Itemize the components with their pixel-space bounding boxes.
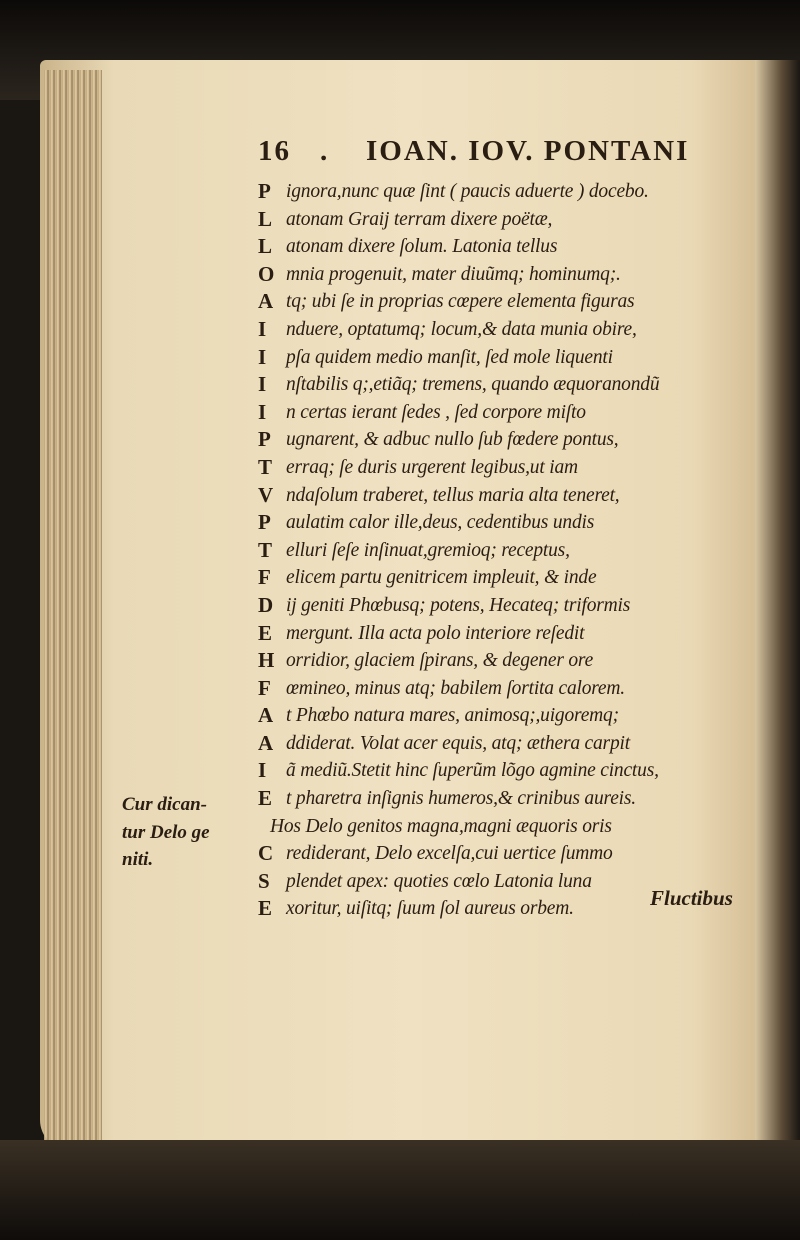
verse-initial: L [258,234,273,259]
verse-initial: E [258,786,273,811]
verse-initial: S [258,868,270,893]
verse-line [258,813,748,841]
verse-text: aulatim calor ille,deus, cedentibus undis [286,512,595,534]
margin-note [122,791,252,874]
verse-text: t pharetra inſignis humeros,& crinibus aureis. [286,788,636,810]
verse-line [258,702,748,730]
verse-line [258,426,748,454]
catchword: Fluctibus [650,886,733,910]
verse-initial: E [258,620,273,645]
verse-text: xoritur, uiſitq; ſuum ſol aureus orbem. [286,898,574,920]
verse-initial: L [258,206,273,231]
margin-note-line: niti. [122,849,154,871]
verse-initial: P [258,510,271,535]
verse-line [258,288,748,316]
verse-initial: C [258,841,274,866]
verse-text: erraq; ſe duris urgerent legibus,ut iam [286,456,578,478]
verse-line [258,509,748,537]
page-number: 16 [258,135,291,167]
verse-initial: I [258,372,267,397]
verse-initial: A [258,289,274,314]
verse-line [258,564,748,592]
verse-line [258,454,748,482]
verse-text: orridior, glaciem ſpirans, & degener ore [286,650,594,672]
verse-line [258,840,748,868]
verse-text: œmineo, minus atq; babilem ſortita calorem. [286,677,625,699]
verse-text: ndaſolum traberet, tellus maria alta teneret, [286,484,620,506]
verse-initial: I [258,758,267,783]
verse-line [258,592,748,620]
verse-initial: O [258,261,275,286]
verse-line [258,482,748,510]
verse-line [258,233,748,261]
verse-text: ignora,nunc quæ ſint ( paucis aduerte ) docebo. [286,181,649,202]
verse-initial: A [258,703,274,728]
verse-initial: I [258,399,267,424]
verse-initial: E [258,896,273,921]
verse-line [258,178,748,206]
verse-initial: F [258,565,271,590]
verse-line [258,344,748,372]
verse-line [258,537,748,565]
verse-text: Hos Delo genitos magna,magni æquoris oris [270,815,612,837]
verse-text: rediderant, Delo excelſa,cui uertice ſummo [286,843,613,865]
verse-text: elluri ſeſe inſinuat,gremioq; receptus, [286,539,570,561]
verse-text: ddiderat. Volat acer equis, atq; æthera carpit [286,732,630,754]
verse-text: nduere, optatumq; locum,& data munia obire, [286,318,637,340]
verse-text: elicem partu genitricem impleuit, & inde [286,567,597,589]
verse-line [258,620,748,648]
verse-line [258,261,748,289]
verse-line [258,730,748,758]
header-separator: . [320,135,330,167]
scan-background-bottom [0,1140,800,1240]
verse-text: n certas ierant ſedes , ſed corpore miſto [286,401,586,423]
verse-initial: D [258,592,274,617]
verse-text: mergunt. Illa acta polo interiore reſedit [286,622,585,644]
verse-text: mnia progenuit, mater diuũmq; hominumq;. [286,263,621,285]
verse-text: ij geniti Phœbusq; potens, Hecateq; triformis [286,594,631,616]
verse-text: ugnarent, & adbuc nullo ſub fœdere pontus, [286,429,619,451]
verse-initial: I [258,316,267,341]
verse-line [258,371,748,399]
verse-initial: A [258,730,274,755]
verse-line [258,399,748,427]
verse-line [258,675,748,703]
running-header [258,135,738,175]
verse-initial: P [258,427,271,452]
verse-text: nſtabilis q;,etiãq; tremens, quando æquoranondũ [286,374,660,396]
verse-text: plendet apex: quoties cœlo Latonia luna [286,870,592,892]
verse-initial: I [258,344,267,369]
verse-initial: P [258,179,271,203]
verse-line [258,757,748,785]
verse-text: pſa quidem medio manſit, ſed mole liquenti [286,346,613,368]
verse-text: ã mediũ.Stetit hinc ſuperũm lõgo agmine cinctus, [286,760,659,782]
verse-line [258,316,748,344]
verse-initial: F [258,675,271,700]
page-gutter [755,60,800,1160]
verse-text: atonam dixere ſolum. Latonia tellus [286,236,558,258]
verse-block [258,178,748,923]
verse-text: atonam Graij terram dixere poëtæ, [286,208,553,230]
verse-initial: V [258,482,274,507]
verse-text: t Phœbo natura mares, animosq;,uigoremq; [286,705,619,727]
margin-note-line: Cur dican- [122,794,207,815]
verse-line [258,785,748,813]
verse-initial: T [258,454,273,479]
page-edges [44,70,102,1150]
verse-text: tq; ubi ſe in proprias cœpere elementa figuras [286,291,635,313]
verse-line [258,647,748,675]
verse-initial: H [258,648,275,673]
running-title: IOAN. IOV. PONTANI [366,135,690,167]
verse-line [258,206,748,234]
verse-initial: T [258,537,273,562]
margin-note-line: tur Delo ge [122,821,210,843]
